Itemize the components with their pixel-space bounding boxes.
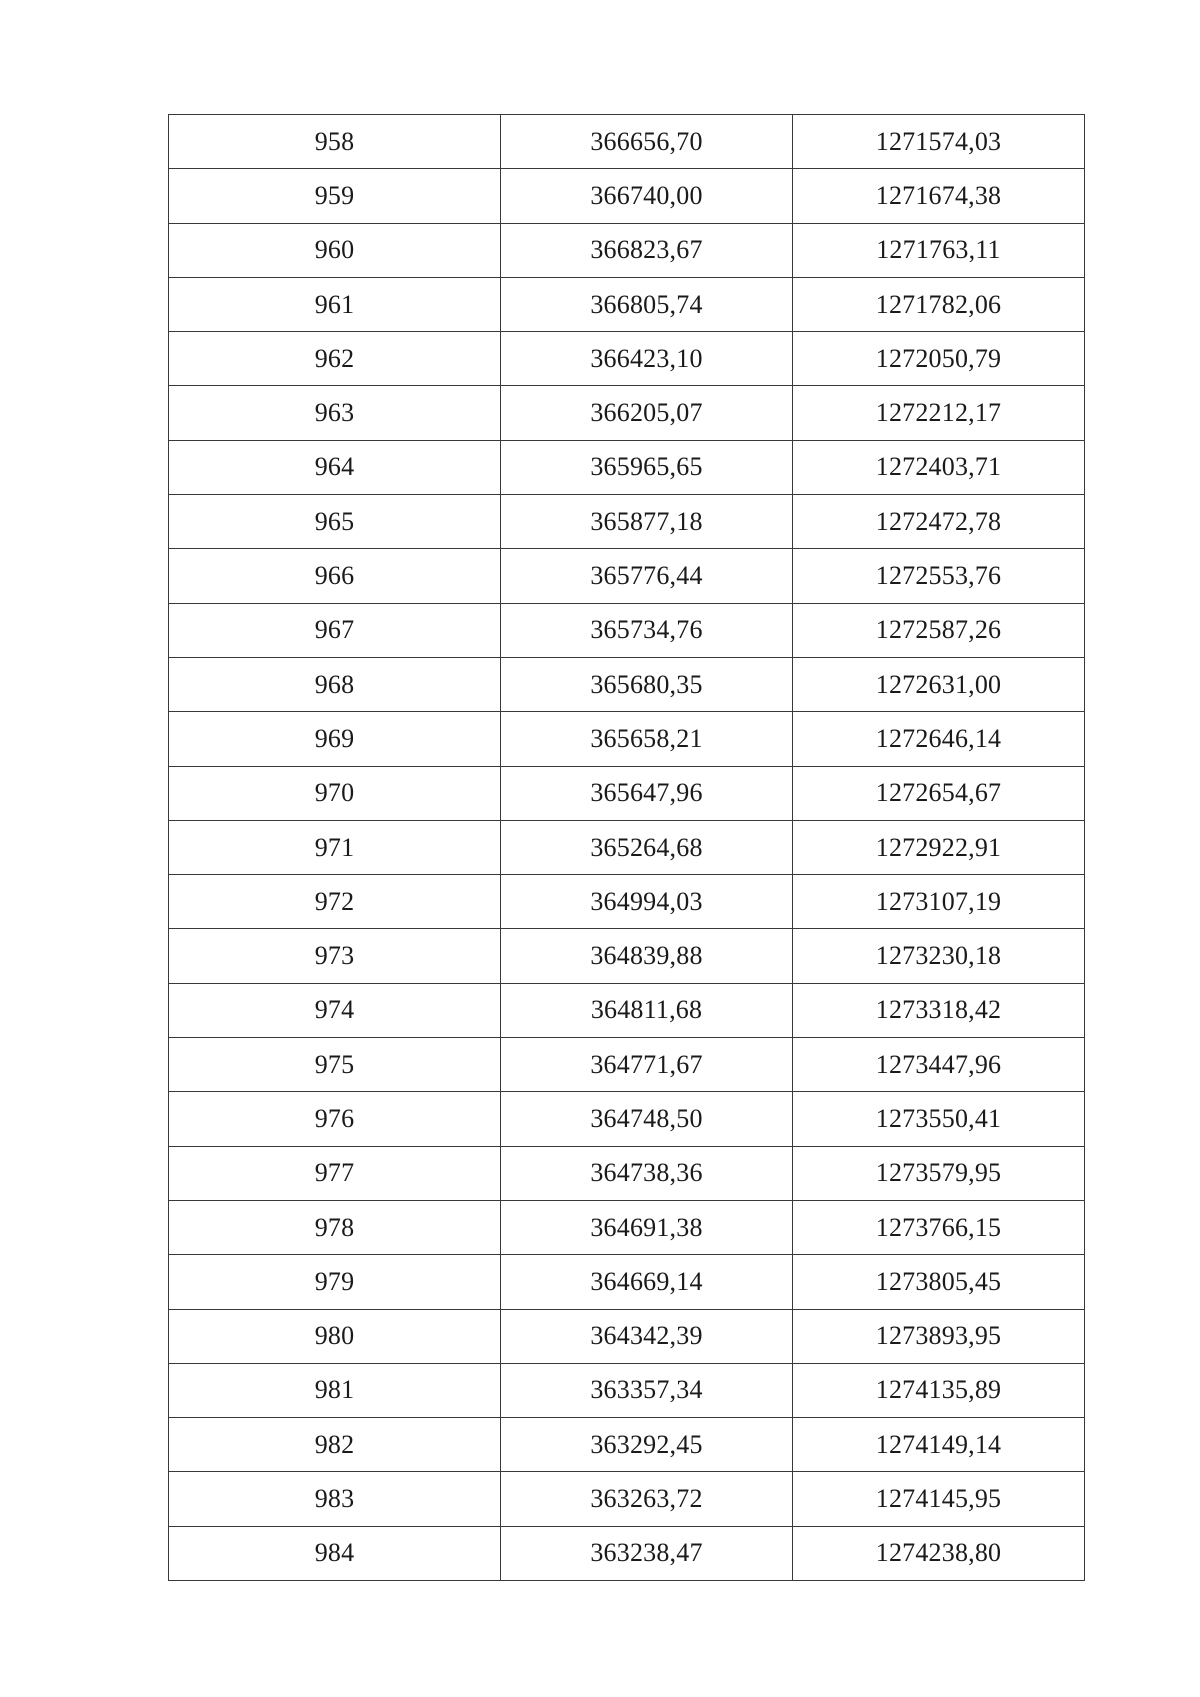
- coordinates-table-body: [169, 115, 1085, 1581]
- table-row: [169, 1038, 1085, 1092]
- table-row: [169, 386, 1085, 440]
- y-coordinate-cell: 1274135,89: [793, 1363, 1085, 1417]
- point-number-cell: 965: [169, 495, 501, 549]
- y-coordinate-cell: 1272922,91: [793, 820, 1085, 874]
- x-coordinate-cell: 366740,00: [501, 169, 793, 223]
- y-coordinate-cell: 1273230,18: [793, 929, 1085, 983]
- y-coordinate-cell: 1273318,42: [793, 983, 1085, 1037]
- table-row: [169, 1418, 1085, 1472]
- table-row: [169, 929, 1085, 983]
- y-coordinate-cell: 1271782,06: [793, 277, 1085, 331]
- coordinates-table: [168, 114, 1085, 1581]
- x-coordinate-cell: 364669,14: [501, 1255, 793, 1309]
- y-coordinate-cell: 1272472,78: [793, 495, 1085, 549]
- point-number-cell: 975: [169, 1038, 501, 1092]
- x-coordinate-cell: 366823,67: [501, 223, 793, 277]
- point-number-cell: 973: [169, 929, 501, 983]
- point-number-cell: 974: [169, 983, 501, 1037]
- x-coordinate-cell: 365680,35: [501, 657, 793, 711]
- y-coordinate-cell: 1272050,79: [793, 332, 1085, 386]
- y-coordinate-cell: 1272631,00: [793, 657, 1085, 711]
- point-number-cell: 961: [169, 277, 501, 331]
- point-number-cell: 984: [169, 1526, 501, 1580]
- x-coordinate-cell: 365965,65: [501, 440, 793, 494]
- point-number-cell: 983: [169, 1472, 501, 1526]
- x-coordinate-cell: 366205,07: [501, 386, 793, 440]
- table-row: [169, 549, 1085, 603]
- table-row: [169, 1146, 1085, 1200]
- point-number-cell: 969: [169, 712, 501, 766]
- table-row: [169, 115, 1085, 169]
- table-row: [169, 495, 1085, 549]
- point-number-cell: 976: [169, 1092, 501, 1146]
- table-row: [169, 440, 1085, 494]
- table-row: [169, 1309, 1085, 1363]
- table-row: [169, 169, 1085, 223]
- x-coordinate-cell: 364839,88: [501, 929, 793, 983]
- x-coordinate-cell: 364691,38: [501, 1200, 793, 1254]
- y-coordinate-cell: 1273579,95: [793, 1146, 1085, 1200]
- point-number-cell: 981: [169, 1363, 501, 1417]
- y-coordinate-cell: 1272553,76: [793, 549, 1085, 603]
- point-number-cell: 982: [169, 1418, 501, 1472]
- point-number-cell: 962: [169, 332, 501, 386]
- y-coordinate-cell: 1274149,14: [793, 1418, 1085, 1472]
- table-row: [169, 223, 1085, 277]
- table-row: [169, 657, 1085, 711]
- x-coordinate-cell: 366423,10: [501, 332, 793, 386]
- y-coordinate-cell: 1274145,95: [793, 1472, 1085, 1526]
- point-number-cell: 959: [169, 169, 501, 223]
- table-row: [169, 875, 1085, 929]
- y-coordinate-cell: 1272587,26: [793, 603, 1085, 657]
- x-coordinate-cell: 364342,39: [501, 1309, 793, 1363]
- point-number-cell: 970: [169, 766, 501, 820]
- point-number-cell: 980: [169, 1309, 501, 1363]
- table-row: [169, 1363, 1085, 1417]
- point-number-cell: 967: [169, 603, 501, 657]
- table-row: [169, 332, 1085, 386]
- point-number-cell: 963: [169, 386, 501, 440]
- x-coordinate-cell: 365264,68: [501, 820, 793, 874]
- y-coordinate-cell: 1273766,15: [793, 1200, 1085, 1254]
- x-coordinate-cell: 364748,50: [501, 1092, 793, 1146]
- point-number-cell: 958: [169, 115, 501, 169]
- table-row: [169, 983, 1085, 1037]
- table-row: [169, 603, 1085, 657]
- point-number-cell: 964: [169, 440, 501, 494]
- table-row: [169, 820, 1085, 874]
- y-coordinate-cell: 1271674,38: [793, 169, 1085, 223]
- x-coordinate-cell: 366805,74: [501, 277, 793, 331]
- point-number-cell: 971: [169, 820, 501, 874]
- table-row: [169, 1092, 1085, 1146]
- point-number-cell: 968: [169, 657, 501, 711]
- x-coordinate-cell: 363292,45: [501, 1418, 793, 1472]
- table-row: [169, 1255, 1085, 1309]
- x-coordinate-cell: 364994,03: [501, 875, 793, 929]
- point-number-cell: 960: [169, 223, 501, 277]
- point-number-cell: 978: [169, 1200, 501, 1254]
- x-coordinate-cell: 365734,76: [501, 603, 793, 657]
- y-coordinate-cell: 1273447,96: [793, 1038, 1085, 1092]
- y-coordinate-cell: 1272646,14: [793, 712, 1085, 766]
- point-number-cell: 972: [169, 875, 501, 929]
- y-coordinate-cell: 1271763,11: [793, 223, 1085, 277]
- point-number-cell: 979: [169, 1255, 501, 1309]
- x-coordinate-cell: 365877,18: [501, 495, 793, 549]
- y-coordinate-cell: 1273805,45: [793, 1255, 1085, 1309]
- x-coordinate-cell: 364771,67: [501, 1038, 793, 1092]
- table-row: [169, 277, 1085, 331]
- table-row: [169, 712, 1085, 766]
- y-coordinate-cell: 1274238,80: [793, 1526, 1085, 1580]
- x-coordinate-cell: 363238,47: [501, 1526, 793, 1580]
- x-coordinate-cell: 363357,34: [501, 1363, 793, 1417]
- y-coordinate-cell: 1272654,67: [793, 766, 1085, 820]
- y-coordinate-cell: 1272212,17: [793, 386, 1085, 440]
- table-row: [169, 766, 1085, 820]
- x-coordinate-cell: 366656,70: [501, 115, 793, 169]
- y-coordinate-cell: 1273107,19: [793, 875, 1085, 929]
- y-coordinate-cell: 1273550,41: [793, 1092, 1085, 1146]
- x-coordinate-cell: 363263,72: [501, 1472, 793, 1526]
- x-coordinate-cell: 364811,68: [501, 983, 793, 1037]
- point-number-cell: 977: [169, 1146, 501, 1200]
- table-row: [169, 1472, 1085, 1526]
- point-number-cell: 966: [169, 549, 501, 603]
- y-coordinate-cell: 1272403,71: [793, 440, 1085, 494]
- x-coordinate-cell: 365776,44: [501, 549, 793, 603]
- y-coordinate-cell: 1271574,03: [793, 115, 1085, 169]
- x-coordinate-cell: 365658,21: [501, 712, 793, 766]
- x-coordinate-cell: 365647,96: [501, 766, 793, 820]
- table-row: [169, 1200, 1085, 1254]
- table-row: [169, 1526, 1085, 1580]
- y-coordinate-cell: 1273893,95: [793, 1309, 1085, 1363]
- x-coordinate-cell: 364738,36: [501, 1146, 793, 1200]
